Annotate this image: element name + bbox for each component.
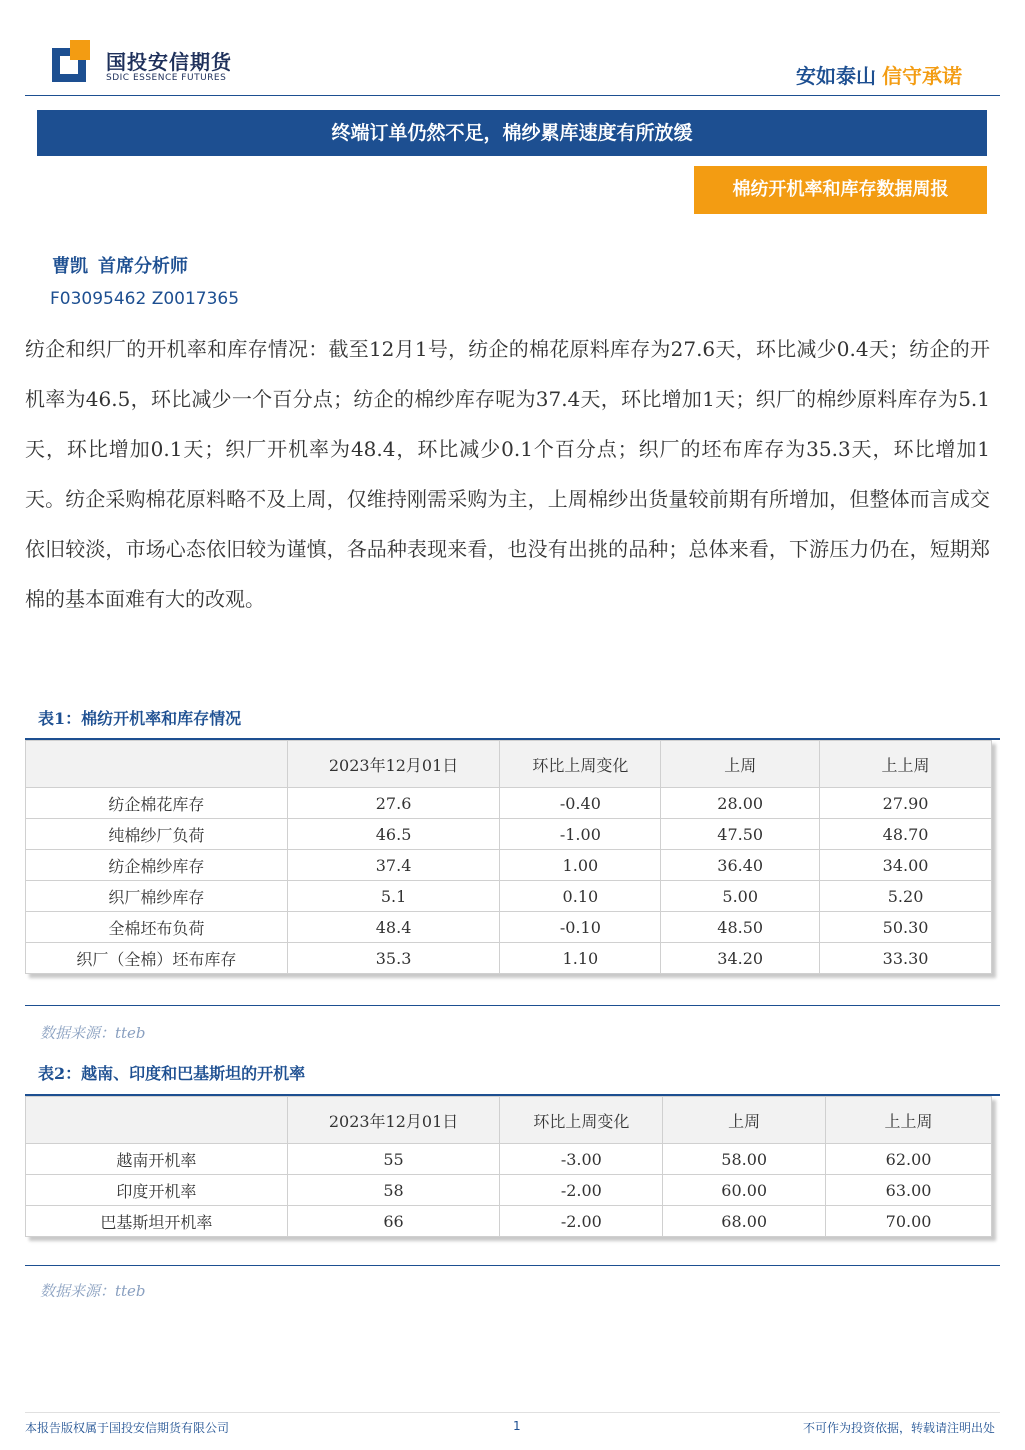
table-cell: 55 <box>287 1144 500 1175</box>
summary-paragraph: 纺企和织厂的开机率和库存情况：截至12月1号，纺企的棉花原料库存为27.6天，环比减少0.4天；纺企的开机率为46.5，环比减少一个百分点；纺企的棉纱库存呢为37.4天，环比增加1天；织厂的棉纱原料库存为5.1天，环比增加0.1天；织厂开机率为48.4，环比减少0.1个百分点；织厂的坯布库存为35.3天，环比增加1天。纺企采购棉花原料略不及上周，仅维持刚需采购为主，上周棉纱出货量较前期有所增加，但整体而言成交依旧较淡，市场心态依旧较为谨慎，各品种表现来看，也没有出挑的品种；总体来看，下游压力仍在，短期郑棉的基本面难有大的改观。 <box>25 337 990 611</box>
table-cell: 48.4 <box>287 912 500 943</box>
brand-name-cn: 国投安信期货 <box>106 50 232 74</box>
table-row <box>26 850 992 881</box>
table-cell: 58 <box>287 1175 500 1206</box>
table-cell: 全棉坯布负荷 <box>26 912 288 943</box>
table2-source: 数据来源：tteb <box>40 1282 146 1300</box>
table-header-row <box>26 741 992 788</box>
table-cell: -0.40 <box>500 788 661 819</box>
table-header-row <box>26 1097 992 1144</box>
table-cell: 63.00 <box>826 1175 992 1206</box>
page-number: 1 <box>513 1419 521 1433</box>
table-cell: 70.00 <box>826 1206 992 1237</box>
table-cell: 织厂棉纱库存 <box>26 881 288 912</box>
table-cell: 48.50 <box>661 912 820 943</box>
table-row <box>26 1144 992 1175</box>
table-cell: 47.50 <box>661 819 820 850</box>
table-header-cell: 环比上周变化 <box>500 1097 663 1144</box>
table-cell: 越南开机率 <box>26 1144 288 1175</box>
table-cell: 纺企棉纱库存 <box>26 850 288 881</box>
table-cell: 1.00 <box>500 850 661 881</box>
slogan <box>796 60 962 89</box>
table-cell: 68.00 <box>663 1206 826 1237</box>
footer-disclaimer: 不可作为投资依据，转载请注明出处 <box>802 1421 995 1435</box>
table-cell: 0.10 <box>500 881 661 912</box>
table-cell: 66 <box>287 1206 500 1237</box>
table-cell: 48.70 <box>820 819 992 850</box>
table-cell: 34.20 <box>661 943 820 974</box>
table-header-cell <box>26 741 288 788</box>
table2 <box>25 1096 992 1237</box>
table2-title: 表2：越南、印度和巴基斯坦的开机率 <box>38 1064 306 1083</box>
footer-divider <box>25 1412 1000 1413</box>
table-cell: 50.30 <box>820 912 992 943</box>
table-cell: 5.00 <box>661 881 820 912</box>
header-divider <box>25 95 1000 96</box>
table-cell: 28.00 <box>661 788 820 819</box>
table-header-cell: 上周 <box>661 741 820 788</box>
table-cell: 纯棉纱厂负荷 <box>26 819 288 850</box>
table-cell: -2.00 <box>500 1206 663 1237</box>
table-header-cell: 上周 <box>663 1097 826 1144</box>
table-row <box>26 1206 992 1237</box>
table-row <box>26 1175 992 1206</box>
report-type-badge: 棉纺开机率和库存数据周报 <box>694 166 987 214</box>
table-cell: 46.5 <box>287 819 500 850</box>
slogan-part-2: 信守承诺 <box>882 64 962 88</box>
table2-container <box>25 1094 1000 1237</box>
table-header-cell: 上上周 <box>820 741 992 788</box>
table-cell: 27.6 <box>287 788 500 819</box>
slogan-part-1: 安如泰山 <box>796 64 876 88</box>
table-header-cell: 环比上周变化 <box>500 741 661 788</box>
analyst-info <box>52 252 188 278</box>
table1-source: 数据来源：tteb <box>40 1024 146 1042</box>
table-row <box>26 912 992 943</box>
table-header-cell: 2023年12月01日 <box>287 1097 500 1144</box>
table-cell: 34.00 <box>820 850 992 881</box>
table-cell: 37.4 <box>287 850 500 881</box>
table-cell: 纺企棉花库存 <box>26 788 288 819</box>
table-cell: 织厂（全棉）坯布库存 <box>26 943 288 974</box>
table1-container <box>25 738 1000 974</box>
table-row <box>26 943 992 974</box>
table-cell: 36.40 <box>661 850 820 881</box>
analyst-role: 首席分析师 <box>98 256 188 277</box>
table-cell: 1.10 <box>500 943 661 974</box>
table-cell: 27.90 <box>820 788 992 819</box>
table-cell: 巴基斯坦开机率 <box>26 1206 288 1237</box>
report-title: 终端订单仍然不足，棉纱累库速度有所放缓 <box>37 110 987 156</box>
table-cell: 58.00 <box>663 1144 826 1175</box>
table-cell: 5.1 <box>287 881 500 912</box>
table-cell: -3.00 <box>500 1144 663 1175</box>
table-cell: -0.10 <box>500 912 661 943</box>
table-cell: 62.00 <box>826 1144 992 1175</box>
table2-bottom-rule <box>25 1265 1000 1266</box>
table-header-cell: 2023年12月01日 <box>287 741 500 788</box>
table-row <box>26 819 992 850</box>
table-header-cell <box>26 1097 288 1144</box>
table1-title: 表1：棉纺开机率和库存情况 <box>38 709 242 728</box>
table-cell: 35.3 <box>287 943 500 974</box>
table1 <box>25 740 992 974</box>
table-cell: 5.20 <box>820 881 992 912</box>
table-cell: 印度开机率 <box>26 1175 288 1206</box>
table-cell: -2.00 <box>500 1175 663 1206</box>
brand-name-en: SDIC ESSENCE FUTURES <box>106 73 227 83</box>
company-logo <box>52 40 100 84</box>
table-cell: -1.00 <box>500 819 661 850</box>
analyst-cert: F03095462 Z0017365 <box>50 289 240 309</box>
table-cell: 60.00 <box>663 1175 826 1206</box>
table1-bottom-rule <box>25 1005 1000 1006</box>
table-row <box>26 881 992 912</box>
footer-copyright: 本报告版权属于国投安信期货有限公司 <box>25 1421 230 1435</box>
analyst-name: 曹凯 <box>52 256 88 277</box>
table-row <box>26 788 992 819</box>
table-header-cell: 上上周 <box>826 1097 992 1144</box>
table-cell: 33.30 <box>820 943 992 974</box>
